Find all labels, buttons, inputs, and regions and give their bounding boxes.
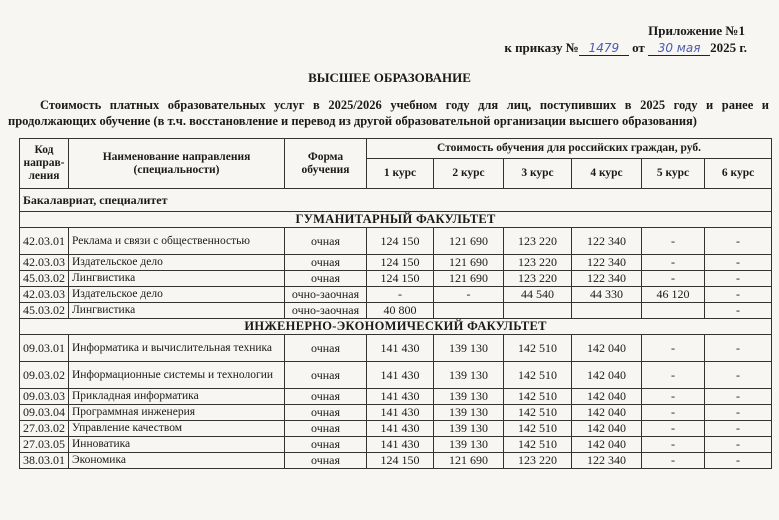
table-row xyxy=(20,271,772,287)
code-cell: 09.03.03 xyxy=(20,389,69,405)
price-cell-year-1: 141 430 xyxy=(367,437,434,453)
price-cell-year-3: 142 510 xyxy=(504,389,572,405)
price-cell-year-5: - xyxy=(642,389,705,405)
code-cell: 42.03.01 xyxy=(20,228,69,255)
table-row xyxy=(20,362,772,389)
faculty-title: ГУМАНИТАРНЫЙ ФАКУЛЬТЕТ xyxy=(20,212,772,228)
price-cell-year-6: - xyxy=(705,405,772,421)
code-cell: 38.03.01 xyxy=(20,453,69,469)
price-cell-year-3: 142 510 xyxy=(504,362,572,389)
table-row xyxy=(20,228,772,255)
header-name: Наименование направления (специальности) xyxy=(69,139,285,189)
price-cell-year-3: 142 510 xyxy=(504,405,572,421)
price-cell-year-4: 142 040 xyxy=(572,362,642,389)
price-cell-year-6: - xyxy=(705,255,772,271)
form-cell: очная xyxy=(285,271,367,287)
price-cell-year-2: 139 130 xyxy=(434,437,504,453)
price-cell-year-6: - xyxy=(705,437,772,453)
price-cell-year-4: 142 040 xyxy=(572,421,642,437)
document-title: ВЫСШЕЕ ОБРАЗОВАНИЕ xyxy=(308,70,471,85)
code-cell: 09.03.02 xyxy=(20,362,69,389)
form-cell: очная xyxy=(285,421,367,437)
price-cell-year-1: 141 430 xyxy=(367,405,434,421)
price-cell-year-2: 139 130 xyxy=(434,405,504,421)
name-cell: Реклама и связи с общественностью xyxy=(69,228,285,255)
code-cell: 09.03.01 xyxy=(20,335,69,362)
price-cell-year-4: 122 340 xyxy=(572,453,642,469)
price-cell-year-5: - xyxy=(642,255,705,271)
table-row xyxy=(20,437,772,453)
price-table xyxy=(19,138,772,469)
price-cell-year-1: 124 150 xyxy=(367,271,434,287)
price-cell-year-3: 123 220 xyxy=(504,271,572,287)
price-cell-year-3: 142 510 xyxy=(504,335,572,362)
header-year-2: 2 курс xyxy=(434,159,504,189)
order-line xyxy=(504,40,747,56)
price-cell-year-3 xyxy=(504,303,572,319)
price-cell-year-4 xyxy=(572,303,642,319)
table-row xyxy=(20,389,772,405)
order-number-handwritten: 1479 xyxy=(579,41,629,56)
name-cell: Информатика и вычислительная техника xyxy=(69,335,285,362)
table-row xyxy=(20,453,772,469)
price-cell-year-4: 122 340 xyxy=(572,228,642,255)
price-cell-year-4: 122 340 xyxy=(572,255,642,271)
header-cost-group: Стоимость обучения для российских граждан, руб. xyxy=(367,139,772,159)
appendix-label: Приложение №1 xyxy=(648,23,745,38)
price-cell-year-2: - xyxy=(434,287,504,303)
header-year-6: 6 курс xyxy=(705,159,772,189)
price-cell-year-5: 46 120 xyxy=(642,287,705,303)
intro-paragraph: Стоимость платных образовательных услуг в 2025/2026 учебном году для лиц, поступивших в 2025 году и ранее и продолжающих обучение (в т.ч. восстановление и перевод из другой образовательной организации высшего образования) xyxy=(8,98,769,128)
year-suffix: 2025 г. xyxy=(710,40,747,55)
table-row xyxy=(20,303,772,319)
price-cell-year-3: 123 220 xyxy=(504,228,572,255)
name-cell: Программная инженерия xyxy=(69,405,285,421)
price-cell-year-5: - xyxy=(642,453,705,469)
table-body xyxy=(20,189,772,469)
form-cell: очная xyxy=(285,362,367,389)
header-code: Код направ-ления xyxy=(20,139,69,189)
price-cell-year-4: 142 040 xyxy=(572,405,642,421)
price-cell-year-5: - xyxy=(642,228,705,255)
form-cell: очная xyxy=(285,228,367,255)
price-cell-year-6: - xyxy=(705,421,772,437)
header-year-3: 3 курс xyxy=(504,159,572,189)
price-cell-year-5: - xyxy=(642,405,705,421)
price-cell-year-6: - xyxy=(705,389,772,405)
price-cell-year-6: - xyxy=(705,287,772,303)
form-cell: очная xyxy=(285,255,367,271)
price-cell-year-2: 121 690 xyxy=(434,255,504,271)
code-cell: 42.03.03 xyxy=(20,255,69,271)
price-cell-year-3: 142 510 xyxy=(504,421,572,437)
price-cell-year-6: - xyxy=(705,335,772,362)
price-cell-year-2 xyxy=(434,303,504,319)
code-cell: 27.03.05 xyxy=(20,437,69,453)
form-cell: очная xyxy=(285,335,367,362)
price-cell-year-1: 40 800 xyxy=(367,303,434,319)
form-cell: очная xyxy=(285,453,367,469)
name-cell: Издательское дело xyxy=(69,255,285,271)
form-cell: очная xyxy=(285,389,367,405)
name-cell: Экономика xyxy=(69,453,285,469)
table-row xyxy=(20,287,772,303)
price-cell-year-1: - xyxy=(367,287,434,303)
table-row xyxy=(20,335,772,362)
price-cell-year-5 xyxy=(642,303,705,319)
name-cell: Издательское дело xyxy=(69,287,285,303)
price-cell-year-5: - xyxy=(642,271,705,287)
header-year-4: 4 курс xyxy=(572,159,642,189)
price-cell-year-1: 141 430 xyxy=(367,335,434,362)
price-cell-year-6: - xyxy=(705,271,772,287)
price-cell-year-1: 124 150 xyxy=(367,255,434,271)
price-cell-year-3: 44 540 xyxy=(504,287,572,303)
date-prefix: от xyxy=(632,40,645,55)
table-row xyxy=(20,405,772,421)
name-cell: Инноватика xyxy=(69,437,285,453)
code-cell: 09.03.04 xyxy=(20,405,69,421)
price-cell-year-2: 139 130 xyxy=(434,335,504,362)
price-cell-year-2: 139 130 xyxy=(434,389,504,405)
name-cell: Лингвистика xyxy=(69,303,285,319)
name-cell: Управление качеством xyxy=(69,421,285,437)
section-title: Бакалавриат, специалитет xyxy=(20,189,772,212)
price-cell-year-3: 123 220 xyxy=(504,255,572,271)
price-cell-year-2: 121 690 xyxy=(434,453,504,469)
price-cell-year-1: 141 430 xyxy=(367,421,434,437)
order-prefix: к приказу № xyxy=(504,40,579,55)
price-cell-year-2: 121 690 xyxy=(434,228,504,255)
form-cell: очно-заочная xyxy=(285,303,367,319)
price-cell-year-4: 44 330 xyxy=(572,287,642,303)
form-cell: очная xyxy=(285,437,367,453)
price-cell-year-5: - xyxy=(642,335,705,362)
price-cell-year-1: 124 150 xyxy=(367,228,434,255)
form-cell: очная xyxy=(285,405,367,421)
code-cell: 45.03.02 xyxy=(20,271,69,287)
header-year-1: 1 курс xyxy=(367,159,434,189)
price-cell-year-6: - xyxy=(705,453,772,469)
code-cell: 42.03.03 xyxy=(20,287,69,303)
price-cell-year-1: 141 430 xyxy=(367,389,434,405)
price-cell-year-4: 142 040 xyxy=(572,335,642,362)
price-cell-year-6: - xyxy=(705,228,772,255)
price-cell-year-6: - xyxy=(705,362,772,389)
header-year-5: 5 курс xyxy=(642,159,705,189)
faculty-title: ИНЖЕНЕРНО-ЭКОНОМИЧЕСКИЙ ФАКУЛЬТЕТ xyxy=(20,319,772,335)
code-cell: 27.03.02 xyxy=(20,421,69,437)
price-cell-year-3: 123 220 xyxy=(504,453,572,469)
table-row xyxy=(20,421,772,437)
price-cell-year-2: 139 130 xyxy=(434,421,504,437)
price-cell-year-1: 141 430 xyxy=(367,362,434,389)
price-cell-year-2: 139 130 xyxy=(434,362,504,389)
price-cell-year-4: 142 040 xyxy=(572,437,642,453)
price-cell-year-5: - xyxy=(642,421,705,437)
code-cell: 45.03.02 xyxy=(20,303,69,319)
price-cell-year-5: - xyxy=(642,437,705,453)
header-form: Форма обучения xyxy=(285,139,367,189)
name-cell: Прикладная информатика xyxy=(69,389,285,405)
price-cell-year-2: 121 690 xyxy=(434,271,504,287)
price-cell-year-3: 142 510 xyxy=(504,437,572,453)
form-cell: очно-заочная xyxy=(285,287,367,303)
price-cell-year-6: - xyxy=(705,303,772,319)
table-row xyxy=(20,255,772,271)
name-cell: Информационные системы и технологии xyxy=(69,362,285,389)
price-cell-year-4: 122 340 xyxy=(572,271,642,287)
price-cell-year-4: 142 040 xyxy=(572,389,642,405)
date-handwritten: 30 мая xyxy=(648,41,710,56)
name-cell: Лингвистика xyxy=(69,271,285,287)
price-cell-year-5: - xyxy=(642,362,705,389)
price-cell-year-1: 124 150 xyxy=(367,453,434,469)
